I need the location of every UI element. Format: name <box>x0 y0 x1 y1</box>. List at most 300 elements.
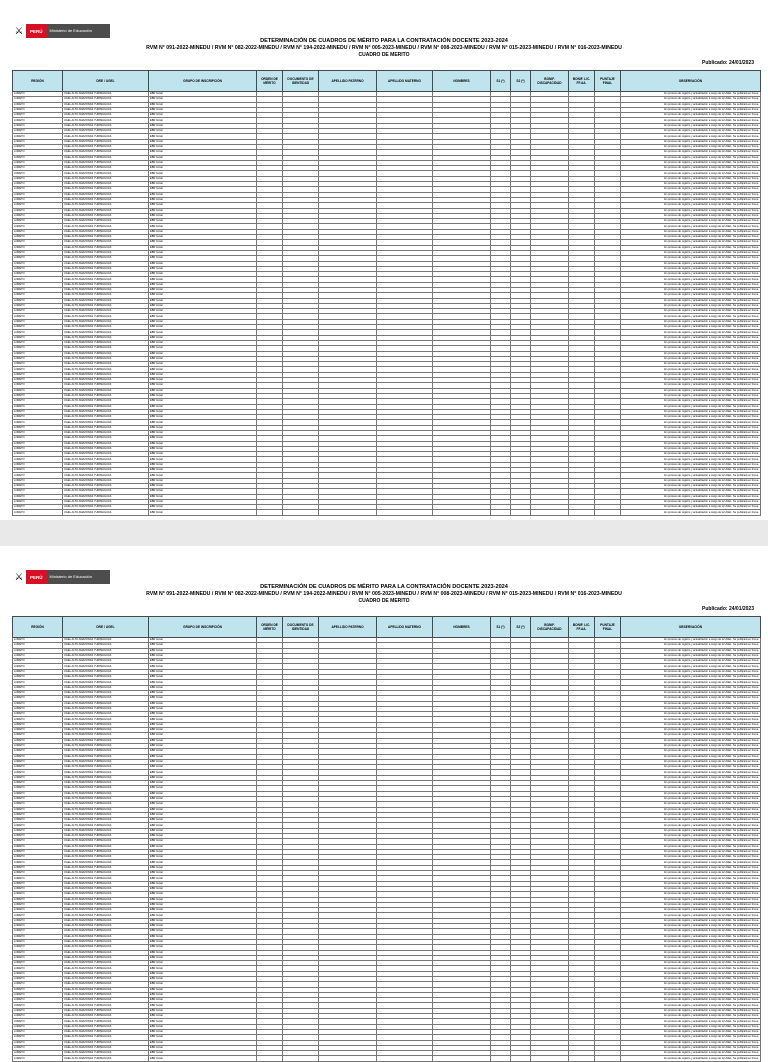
cell-ugel: UGEL ALTO AMAZONAS YURIMAGUAS <box>63 913 149 918</box>
cell-region: LORETO <box>13 319 63 324</box>
cell-observation: En proceso de registro y actualización a cargo de la UGEL. Se publicará en breve. <box>621 987 761 992</box>
cell-group: EBR Inicial <box>149 277 257 282</box>
cell-ugel: UGEL ALTO AMAZONAS YURIMAGUAS <box>63 489 149 494</box>
section-title: CUADRO DE MERITO <box>358 598 410 604</box>
cell-region: LORETO <box>13 139 63 144</box>
logo-peru: PERÚ <box>26 24 47 38</box>
cell-group: EBR Inicial <box>149 452 257 457</box>
cell-ugel: UGEL ALTO AMAZONAS YURIMAGUAS <box>63 383 149 388</box>
cell-region: LORETO <box>13 256 63 261</box>
table-row <box>13 515 761 516</box>
cell-region: LORETO <box>13 409 63 414</box>
cell-region: LORETO <box>13 638 63 643</box>
cell-observation: En proceso de registro y actualización a cargo de la UGEL. Se publicará en breve. <box>621 685 761 690</box>
cell-region: LORETO <box>13 192 63 197</box>
cell-group: EBR Inicial <box>149 664 257 669</box>
col-grupo: GRUPO DE INSCRIPCIÓN <box>149 617 257 638</box>
cell-region: LORETO <box>13 303 63 308</box>
cell-group: EBR Inicial <box>149 171 257 176</box>
cell-region: LORETO <box>13 399 63 404</box>
cell-region: LORETO <box>13 309 63 314</box>
cell-observation: En proceso de registro y actualización a cargo de la UGEL. Se publicará en breve. <box>621 955 761 960</box>
cell-observation: En proceso de registro y actualización a cargo de la UGEL. Se publicará en breve. <box>621 256 761 261</box>
cell-region: LORETO <box>13 383 63 388</box>
cell-ugel: UGEL ALTO AMAZONAS YURIMAGUAS <box>63 277 149 282</box>
cell-region: LORETO <box>13 129 63 134</box>
cell-group: EBR Inicial <box>149 643 257 648</box>
cell-region: LORETO <box>13 144 63 149</box>
cell-observation: En proceso de registro y actualización a cargo de la UGEL. Se publicará en breve. <box>621 372 761 377</box>
cell-region: LORETO <box>13 945 63 950</box>
cell-region: LORETO <box>13 118 63 123</box>
cell-observation: En proceso de registro y actualización a cargo de la UGEL. Se publicará en breve. <box>621 102 761 107</box>
cell-ugel: UGEL ALTO AMAZONAS YURIMAGUAS <box>63 293 149 298</box>
cell-observation: En proceso de registro y actualización a cargo de la UGEL. Se publicará en breve. <box>621 1040 761 1045</box>
cell-observation: En proceso de registro y actualización a cargo de la UGEL. Se publicará en breve. <box>621 781 761 786</box>
document-subtitle: RVM N° 091-2022-MINEDU / RVM N° 082-2022-MINEDU / RVM N° 194-2022-MINEDU / RVM N° 005-2023-MINEDU / RVM N° 008-2023-MINEDU / RVM N° 015-2023-MINEDU / RVM N° 016-2023-MINEDU <box>146 45 622 51</box>
cell-region: LORETO <box>13 213 63 218</box>
cell-ugel: UGEL ALTO AMAZONAS YURIMAGUAS <box>63 155 149 160</box>
cell-ugel: UGEL ALTO AMAZONAS YURIMAGUAS <box>63 356 149 361</box>
cell-region: LORETO <box>13 1056 63 1061</box>
cell-region: LORETO <box>13 340 63 345</box>
col-dre-ugel: DRE / UGEL <box>63 617 149 638</box>
cell-observation: En proceso de registro y actualización a cargo de la UGEL. Se publicará en breve. <box>621 950 761 955</box>
cell-ugel: UGEL ALTO AMAZONAS YURIMAGUAS <box>63 934 149 939</box>
cell-region: LORETO <box>13 457 63 462</box>
cell-ugel: UGEL ALTO AMAZONAS YURIMAGUAS <box>63 855 149 860</box>
cell-ugel: UGEL ALTO AMAZONAS YURIMAGUAS <box>63 340 149 345</box>
cell-region: LORETO <box>13 367 63 372</box>
cell-ugel: UGEL ALTO AMAZONAS YURIMAGUAS <box>63 653 149 658</box>
cell-group: EBR Inicial <box>149 203 257 208</box>
cell-group: EBR Inicial <box>149 1035 257 1040</box>
cell-ugel: UGEL ALTO AMAZONAS YURIMAGUAS <box>63 330 149 335</box>
cell-region: LORETO <box>13 1035 63 1040</box>
section-title: CUADRO DE MERITO <box>358 52 410 58</box>
cell-group: EBR Inicial <box>149 129 257 134</box>
cell-ugel: UGEL ALTO AMAZONAS YURIMAGUAS <box>63 812 149 817</box>
cell-group: EBR Inicial <box>149 287 257 292</box>
cell-region: LORETO <box>13 781 63 786</box>
cell-group: EBR Inicial <box>149 240 257 245</box>
cell-group: EBR Inicial <box>149 675 257 680</box>
cell-region: LORETO <box>13 1040 63 1045</box>
cell-region: LORETO <box>13 92 63 97</box>
cell-region: LORETO <box>13 393 63 398</box>
cell-region: LORETO <box>13 955 63 960</box>
cell-ugel: UGEL ALTO AMAZONAS YURIMAGUAS <box>63 1051 149 1056</box>
cell-ugel: UGEL ALTO AMAZONAS YURIMAGUAS <box>63 425 149 430</box>
cell-region: LORETO <box>13 918 63 923</box>
cell-ugel: UGEL ALTO AMAZONAS YURIMAGUAS <box>63 796 149 801</box>
cell-ugel: UGEL ALTO AMAZONAS YURIMAGUAS <box>63 213 149 218</box>
cell-observation: En proceso de registro y actualización a cargo de la UGEL. Se publicará en breve. <box>621 335 761 340</box>
cell-ugel: UGEL ALTO AMAZONAS YURIMAGUAS <box>63 865 149 870</box>
cell-ugel: UGEL ALTO AMAZONAS YURIMAGUAS <box>63 235 149 240</box>
cell-observation: En proceso de registro y actualización a cargo de la UGEL. Se publicará en breve. <box>621 849 761 854</box>
cell-observation: En proceso de registro y actualización a cargo de la UGEL. Se publicará en breve. <box>621 971 761 976</box>
cell-group: EBR Inicial <box>149 701 257 706</box>
cell-observation: En proceso de registro y actualización a cargo de la UGEL. Se publicará en breve. <box>621 287 761 292</box>
cell-region: LORETO <box>13 446 63 451</box>
col-region: REGIÓN <box>13 71 63 92</box>
cell-group: EBR Inicial <box>149 213 257 218</box>
cell-observation: En proceso de registro y actualización a cargo de la UGEL. Se publicará en breve. <box>621 362 761 367</box>
cell-region: LORETO <box>13 722 63 727</box>
cell-group: EBR Inicial <box>149 510 257 515</box>
cell-observation: En proceso de registro y actualización a cargo de la UGEL. Se publicará en breve. <box>621 839 761 844</box>
cell-observation: En proceso de registro y actualización a cargo de la UGEL. Se publicará en breve. <box>621 664 761 669</box>
cell-observation: En proceso de registro y actualización a cargo de la UGEL. Se publicará en breve. <box>621 314 761 319</box>
cell-observation: En proceso de registro y actualización a cargo de la UGEL. Se publicará en breve. <box>621 298 761 303</box>
cell-ugel: UGEL ALTO AMAZONAS YURIMAGUAS <box>63 208 149 213</box>
cell-ugel: UGEL ALTO AMAZONAS YURIMAGUAS <box>63 129 149 134</box>
cell-region: LORETO <box>13 473 63 478</box>
cell-ugel: UGEL ALTO AMAZONAS YURIMAGUAS <box>63 1024 149 1029</box>
cell-empty <box>283 515 319 516</box>
cell-group: EBR Inicial <box>149 918 257 923</box>
cell-group: EBR Inicial <box>149 367 257 372</box>
cell-ugel: UGEL ALTO AMAZONAS YURIMAGUAS <box>63 176 149 181</box>
cell-observation: En proceso de registro y actualización a cargo de la UGEL. Se publicará en breve. <box>621 383 761 388</box>
cell-region: LORETO <box>13 235 63 240</box>
col-bonif-ffaa: BONIF. LIC. FF.AA. <box>569 617 595 638</box>
cell-group: EBR Inicial <box>149 855 257 860</box>
cell-observation: En proceso de registro y actualización a cargo de la UGEL. Se publicará en breve. <box>621 775 761 780</box>
cell-observation: En proceso de registro y actualización a cargo de la UGEL. Se publicará en breve. <box>621 648 761 653</box>
cell-ugel: UGEL ALTO AMAZONAS YURIMAGUAS <box>63 325 149 330</box>
cell-region: LORETO <box>13 166 63 171</box>
cell-group: EBR Inicial <box>149 325 257 330</box>
cell-region: LORETO <box>13 754 63 759</box>
cell-group: EBR Inicial <box>149 92 257 97</box>
cell-group: EBR Inicial <box>149 775 257 780</box>
cell-region: LORETO <box>13 404 63 409</box>
cell-ugel: UGEL ALTO AMAZONAS YURIMAGUAS <box>63 1008 149 1013</box>
cell-group: EBR Inicial <box>149 446 257 451</box>
col-bonif-discapacidad: BONIF. DISCAPACIDAD <box>531 617 569 638</box>
cell-region: LORETO <box>13 770 63 775</box>
cell-ugel: UGEL ALTO AMAZONAS YURIMAGUAS <box>63 287 149 292</box>
cell-ugel: UGEL ALTO AMAZONAS YURIMAGUAS <box>63 706 149 711</box>
cell-region: LORETO <box>13 886 63 891</box>
cell-observation: En proceso de registro y actualización a cargo de la UGEL. Se publicará en breve. <box>621 712 761 717</box>
cell-ugel: UGEL ALTO AMAZONAS YURIMAGUAS <box>63 939 149 944</box>
cell-ugel: UGEL ALTO AMAZONAS YURIMAGUAS <box>63 638 149 643</box>
cell-observation: En proceso de registro y actualización a cargo de la UGEL. Se publicará en breve. <box>621 319 761 324</box>
cell-region: LORETO <box>13 1051 63 1056</box>
cell-observation: En proceso de registro y actualización a cargo de la UGEL. Se publicará en breve. <box>621 696 761 701</box>
cell-observation: En proceso de registro y actualización a cargo de la UGEL. Se publicará en breve. <box>621 113 761 118</box>
cell-region: LORETO <box>13 97 63 102</box>
cell-region: LORETO <box>13 802 63 807</box>
cell-region: LORETO <box>13 287 63 292</box>
cell-region: LORETO <box>13 298 63 303</box>
cell-observation: En proceso de registro y actualización a cargo de la UGEL. Se publicará en breve. <box>621 939 761 944</box>
cell-region: LORETO <box>13 1008 63 1013</box>
cell-observation: En proceso de registro y actualización a cargo de la UGEL. Se publicará en breve. <box>621 266 761 271</box>
cell-group: EBR Inicial <box>149 828 257 833</box>
cell-ugel: UGEL ALTO AMAZONAS YURIMAGUAS <box>63 351 149 356</box>
cell-observation: En proceso de registro y actualización a cargo de la UGEL. Se publicará en breve. <box>621 966 761 971</box>
cell-group: EBR Inicial <box>149 961 257 966</box>
cell-observation: En proceso de registro y actualización a cargo de la UGEL. Se publicará en breve. <box>621 219 761 224</box>
cell-region: LORETO <box>13 743 63 748</box>
cell-region: LORETO <box>13 356 63 361</box>
cell-region: LORETO <box>13 266 63 271</box>
cell-group: EBR Inicial <box>149 229 257 234</box>
cell-ugel: UGEL ALTO AMAZONAS YURIMAGUAS <box>63 738 149 743</box>
cell-ugel: UGEL ALTO AMAZONAS YURIMAGUAS <box>63 818 149 823</box>
cell-observation: En proceso de registro y actualización a cargo de la UGEL. Se publicará en breve. <box>621 807 761 812</box>
cell-observation: En proceso de registro y actualización a cargo de la UGEL. Se publicará en breve. <box>621 934 761 939</box>
cell-region: LORETO <box>13 171 63 176</box>
cell-observation: En proceso de registro y actualización a cargo de la UGEL. Se publicará en breve. <box>621 823 761 828</box>
cell-group: EBR Inicial <box>149 388 257 393</box>
cell-ugel: UGEL ALTO AMAZONAS YURIMAGUAS <box>63 499 149 504</box>
cell-ugel: UGEL ALTO AMAZONAS YURIMAGUAS <box>63 690 149 695</box>
cell-group: EBR Inicial <box>149 107 257 112</box>
cell-ugel: UGEL ALTO AMAZONAS YURIMAGUAS <box>63 372 149 377</box>
cell-ugel: UGEL ALTO AMAZONAS YURIMAGUAS <box>63 415 149 420</box>
cell-group: EBR Inicial <box>149 669 257 674</box>
cell-ugel: UGEL ALTO AMAZONAS YURIMAGUAS <box>63 446 149 451</box>
cell-observation: En proceso de registro y actualización a cargo de la UGEL. Se publicará en breve. <box>621 346 761 351</box>
cell-region: LORETO <box>13 1029 63 1034</box>
cell-observation: En proceso de registro y actualización a cargo de la UGEL. Se publicará en breve. <box>621 754 761 759</box>
cell-ugel: UGEL ALTO AMAZONAS YURIMAGUAS <box>63 659 149 664</box>
cell-group: EBR Inicial <box>149 759 257 764</box>
cell-group: EBR Inicial <box>149 1040 257 1045</box>
cell-region: LORETO <box>13 998 63 1003</box>
cell-group: EBR Inicial <box>149 383 257 388</box>
cell-region: LORETO <box>13 415 63 420</box>
cell-group: EBR Inicial <box>149 483 257 488</box>
cell-observation: En proceso de registro y actualización a cargo de la UGEL. Se publicará en breve. <box>621 908 761 913</box>
cell-observation: En proceso de registro y actualización a cargo de la UGEL. Se publicará en breve. <box>621 483 761 488</box>
cell-region: LORETO <box>13 468 63 473</box>
cell-observation: En proceso de registro y actualización a cargo de la UGEL. Se publicará en breve. <box>621 812 761 817</box>
cell-ugel: UGEL ALTO AMAZONAS YURIMAGUAS <box>63 420 149 425</box>
cell-ugel: UGEL ALTO AMAZONAS YURIMAGUAS <box>63 1035 149 1040</box>
cell-ugel: UGEL ALTO AMAZONAS YURIMAGUAS <box>63 733 149 738</box>
cell-ugel: UGEL ALTO AMAZONAS YURIMAGUAS <box>63 839 149 844</box>
logo-peru: PERÚ <box>26 570 47 584</box>
cell-observation: En proceso de registro y actualización a cargo de la UGEL. Se publicará en breve. <box>621 643 761 648</box>
cell-region: LORETO <box>13 425 63 430</box>
cell-group: EBR Inicial <box>149 409 257 414</box>
cell-group: EBR Inicial <box>149 971 257 976</box>
cell-region: LORETO <box>13 855 63 860</box>
cell-observation: En proceso de registro y actualización a cargo de la UGEL. Se publicará en breve. <box>621 309 761 314</box>
cell-observation: En proceso de registro y actualización a cargo de la UGEL. Se publicará en breve. <box>621 367 761 372</box>
cell-observation: En proceso de registro y actualización a cargo de la UGEL. Se publicará en breve. <box>621 478 761 483</box>
cell-observation: En proceso de registro y actualización a cargo de la UGEL. Se publicará en breve. <box>621 924 761 929</box>
cell-observation: En proceso de registro y actualización a cargo de la UGEL. Se publicará en breve. <box>621 1014 761 1019</box>
col-puntaje: PUNTAJE FINAL <box>595 71 621 92</box>
cell-ugel: UGEL ALTO AMAZONAS YURIMAGUAS <box>63 717 149 722</box>
cell-region: LORETO <box>13 102 63 107</box>
cell-group: EBR Inicial <box>149 144 257 149</box>
cell-observation: En proceso de registro y actualización a cargo de la UGEL. Se publicará en breve. <box>621 203 761 208</box>
cell-observation: En proceso de registro y actualización a cargo de la UGEL. Se publicará en breve. <box>621 182 761 187</box>
cell-region: LORETO <box>13 150 63 155</box>
cell-ugel: UGEL ALTO AMAZONAS YURIMAGUAS <box>63 897 149 902</box>
cell-ugel: UGEL ALTO AMAZONAS YURIMAGUAS <box>63 303 149 308</box>
cell-ugel: UGEL ALTO AMAZONAS YURIMAGUAS <box>63 171 149 176</box>
cell-ugel: UGEL ALTO AMAZONAS YURIMAGUAS <box>63 675 149 680</box>
cell-ugel: UGEL ALTO AMAZONAS YURIMAGUAS <box>63 483 149 488</box>
cell-group: EBR Inicial <box>149 436 257 441</box>
cell-observation: En proceso de registro y actualización a cargo de la UGEL. Se publicará en breve. <box>621 197 761 202</box>
cell-ugel: UGEL ALTO AMAZONAS YURIMAGUAS <box>63 955 149 960</box>
cell-ugel: UGEL ALTO AMAZONAS YURIMAGUAS <box>63 272 149 277</box>
cell-group: EBR Inicial <box>149 998 257 1003</box>
cell-group: EBR Inicial <box>149 473 257 478</box>
cell-group: EBR Inicial <box>149 261 257 266</box>
cell-ugel: UGEL ALTO AMAZONAS YURIMAGUAS <box>63 886 149 891</box>
cell-group: EBR Inicial <box>149 351 257 356</box>
table-header-row <box>13 71 761 92</box>
cell-region: LORETO <box>13 728 63 733</box>
cell-region: LORETO <box>13 939 63 944</box>
cell-observation: En proceso de registro y actualización a cargo de la UGEL. Se publicará en breve. <box>621 653 761 658</box>
cell-observation: En proceso de registro y actualización a cargo de la UGEL. Se publicará en breve. <box>621 494 761 499</box>
cell-region: LORETO <box>13 277 63 282</box>
cell-group: EBR Inicial <box>149 245 257 250</box>
cell-ugel: UGEL ALTO AMAZONAS YURIMAGUAS <box>63 182 149 187</box>
cell-region: LORETO <box>13 717 63 722</box>
cell-observation: En proceso de registro y actualización a cargo de la UGEL. Se publicará en breve. <box>621 160 761 165</box>
cell-region: LORETO <box>13 913 63 918</box>
cell-ugel: UGEL ALTO AMAZONAS YURIMAGUAS <box>63 166 149 171</box>
cell-group: EBR Inicial <box>149 939 257 944</box>
cell-observation <box>621 515 761 516</box>
cell-group: EBR Inicial <box>149 807 257 812</box>
cell-ugel: UGEL ALTO AMAZONAS YURIMAGUAS <box>63 696 149 701</box>
cell-region: LORETO <box>13 929 63 934</box>
cell-observation: En proceso de registro y actualización a cargo de la UGEL. Se publicará en breve. <box>621 425 761 430</box>
cell-observation: En proceso de registro y actualización a cargo de la UGEL. Se publicará en breve. <box>621 431 761 436</box>
cell-ugel: UGEL ALTO AMAZONAS YURIMAGUAS <box>63 950 149 955</box>
cell-region: LORETO <box>13 849 63 854</box>
col-orden: ORDEN DE MÉRITO <box>257 71 283 92</box>
cell-region: LORETO <box>13 462 63 467</box>
cell-region: LORETO <box>13 664 63 669</box>
cell-group: EBR Inicial <box>149 902 257 907</box>
col-documento: DOCUMENTO DE IDENTIDAD <box>283 617 319 638</box>
cell-observation: En proceso de registro y actualización a cargo de la UGEL. Se publicará en breve. <box>621 176 761 181</box>
cell-group: EBR Inicial <box>149 1051 257 1056</box>
cell-observation: En proceso de registro y actualización a cargo de la UGEL. Se publicará en breve. <box>621 791 761 796</box>
cell-ugel: UGEL ALTO AMAZONAS YURIMAGUAS <box>63 224 149 229</box>
cell-ugel: UGEL ALTO AMAZONAS YURIMAGUAS <box>63 187 149 192</box>
cell-region: LORETO <box>13 908 63 913</box>
cell-region: LORETO <box>13 494 63 499</box>
col-s1: S1 (*) <box>491 617 511 638</box>
cell-observation: En proceso de registro y actualización a cargo de la UGEL. Se publicará en breve. <box>621 213 761 218</box>
cell-group: EBR Inicial <box>149 738 257 743</box>
cell-group: EBR Inicial <box>149 849 257 854</box>
cell-group: EBR Inicial <box>149 362 257 367</box>
cell-observation: En proceso de registro y actualización a cargo de la UGEL. Se publicará en breve. <box>621 171 761 176</box>
cell-ugel: UGEL ALTO AMAZONAS YURIMAGUAS <box>63 669 149 674</box>
cell-group: EBR Inicial <box>149 892 257 897</box>
col-apellido-materno: APELLIDO MATERNO <box>377 617 433 638</box>
cell-group: EBR Inicial <box>149 908 257 913</box>
cell-observation: En proceso de registro y actualización a cargo de la UGEL. Se publicará en breve. <box>621 1019 761 1024</box>
cell-observation: En proceso de registro y actualización a cargo de la UGEL. Se publicará en breve. <box>621 155 761 160</box>
cell-group: EBR Inicial <box>149 415 257 420</box>
col-documento: DOCUMENTO DE IDENTIDAD <box>283 71 319 92</box>
cell-observation: En proceso de registro y actualización a cargo de la UGEL. Se publicará en breve. <box>621 796 761 801</box>
cell-region: LORETO <box>13 706 63 711</box>
cell-region: LORETO <box>13 388 63 393</box>
col-bonif-ffaa: BONIF. LIC. FF.AA. <box>569 71 595 92</box>
col-region: REGIÓN <box>13 617 63 638</box>
cell-group: EBR Inicial <box>149 505 257 510</box>
cell-region: LORETO <box>13 176 63 181</box>
cell-ugel: UGEL ALTO AMAZONAS YURIMAGUAS <box>63 1003 149 1008</box>
cell-ugel: UGEL ALTO AMAZONAS YURIMAGUAS <box>63 892 149 897</box>
cell-observation: En proceso de registro y actualización a cargo de la UGEL. Se publicará en breve. <box>621 675 761 680</box>
cell-observation: En proceso de registro y actualización a cargo de la UGEL. Se publicará en breve. <box>621 738 761 743</box>
cell-group: EBR Inicial <box>149 844 257 849</box>
cell-ugel: UGEL ALTO AMAZONAS YURIMAGUAS <box>63 902 149 907</box>
cell-ugel: UGEL ALTO AMAZONAS YURIMAGUAS <box>63 107 149 112</box>
cell-observation: En proceso de registro y actualización a cargo de la UGEL. Se publicará en breve. <box>621 250 761 255</box>
cell-observation: En proceso de registro y actualización a cargo de la UGEL. Se publicará en breve. <box>621 818 761 823</box>
cell-ugel: UGEL ALTO AMAZONAS YURIMAGUAS <box>63 844 149 849</box>
cell-region: LORETO <box>13 696 63 701</box>
cell-group: EBR Inicial <box>149 118 257 123</box>
cell-observation: En proceso de registro y actualización a cargo de la UGEL. Se publicará en breve. <box>621 303 761 308</box>
cell-ugel: UGEL ALTO AMAZONAS YURIMAGUAS <box>63 240 149 245</box>
cell-region: LORETO <box>13 669 63 674</box>
cell-ugel: UGEL ALTO AMAZONAS YURIMAGUAS <box>63 998 149 1003</box>
cell-observation: En proceso de registro y actualización a cargo de la UGEL. Se publicará en breve. <box>621 659 761 664</box>
cell-region: LORETO <box>13 431 63 436</box>
cell-ugel: UGEL ALTO AMAZONAS YURIMAGUAS <box>63 388 149 393</box>
cell-empty <box>595 515 621 516</box>
cell-group: EBR Inicial <box>149 441 257 446</box>
cell-group: EBR Inicial <box>149 431 257 436</box>
cell-observation: En proceso de registro y actualización a cargo de la UGEL. Se publicará en breve. <box>621 240 761 245</box>
cell-group: EBR Inicial <box>149 680 257 685</box>
cell-region: LORETO <box>13 203 63 208</box>
cell-ugel: UGEL ALTO AMAZONAS YURIMAGUAS <box>63 977 149 982</box>
cell-region: LORETO <box>13 643 63 648</box>
cell-empty <box>531 515 569 516</box>
cell-group: EBR Inicial <box>149 743 257 748</box>
cell-region: LORETO <box>13 420 63 425</box>
cell-ugel <box>63 515 149 516</box>
cell-ugel: UGEL ALTO AMAZONAS YURIMAGUAS <box>63 664 149 669</box>
cell-region: LORETO <box>13 351 63 356</box>
cell-group: EBR Inicial <box>149 749 257 754</box>
cell-region <box>13 515 63 516</box>
cell-ugel: UGEL ALTO AMAZONAS YURIMAGUAS <box>63 409 149 414</box>
cell-ugel: UGEL ALTO AMAZONAS YURIMAGUAS <box>63 775 149 780</box>
cell-observation: En proceso de registro y actualización a cargo de la UGEL. Se publicará en breve. <box>621 229 761 234</box>
cell-observation: En proceso de registro y actualización a cargo de la UGEL. Se publicará en breve. <box>621 844 761 849</box>
cell-region: LORETO <box>13 441 63 446</box>
cell-region: LORETO <box>13 807 63 812</box>
cell-ugel: UGEL ALTO AMAZONAS YURIMAGUAS <box>63 987 149 992</box>
cell-ugel: UGEL ALTO AMAZONAS YURIMAGUAS <box>63 431 149 436</box>
cell-region: LORETO <box>13 961 63 966</box>
